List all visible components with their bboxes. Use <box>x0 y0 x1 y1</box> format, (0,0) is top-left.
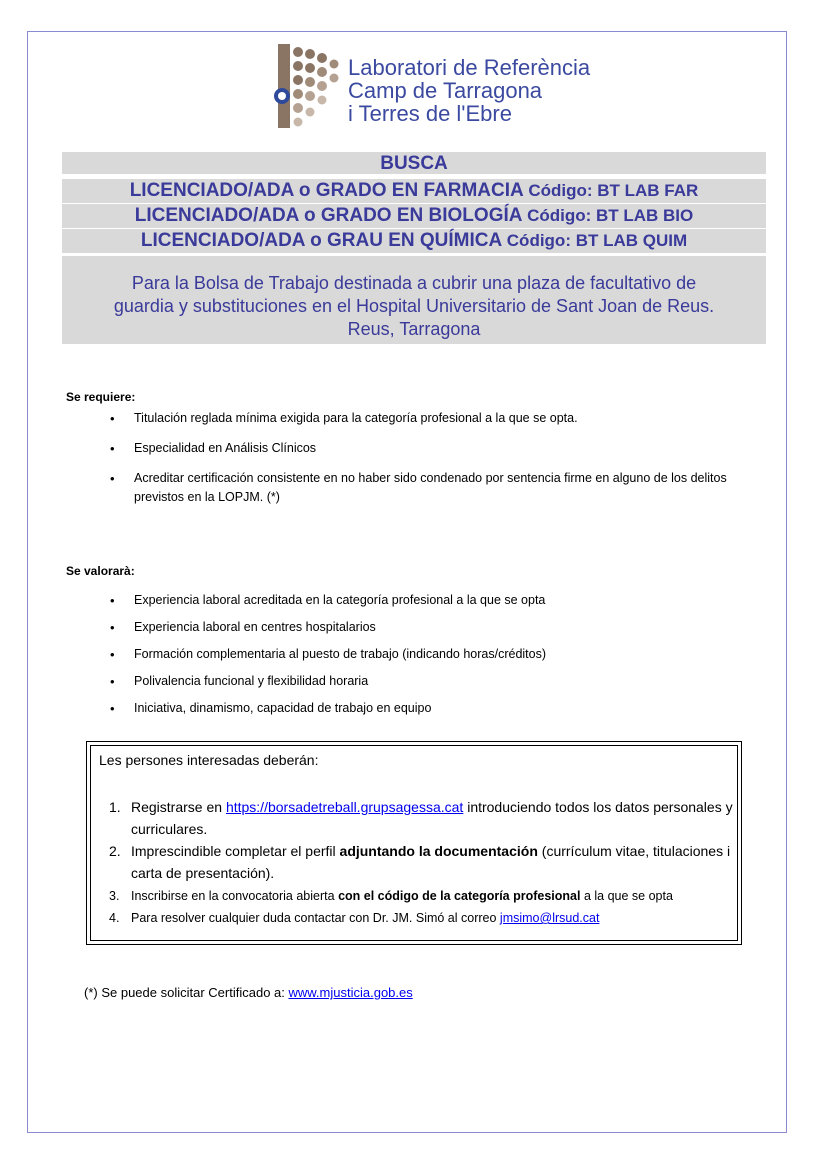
step-complete-profile: 2. Imprescindible completar el perfil adjuntando la documentación (currículum vitae, titulaciones i carta de presentación). <box>103 840 733 884</box>
instructions-box <box>86 741 742 945</box>
list-item: • Experiencia laboral acreditada en la categoría profesional a la que se opta <box>110 591 750 610</box>
position-biologia <box>62 204 766 228</box>
position-title: LICENCIADO/ADA o GRADO EN BIOLOGÍA <box>134 205 522 226</box>
position-quimica <box>62 229 766 253</box>
requirements-list <box>110 409 760 518</box>
list-item: • Experiencia laboral en centres hospitalarios <box>110 618 750 637</box>
position-code: Código: BT LAB QUIM <box>506 231 688 250</box>
position-code: Código: BT LAB FAR <box>528 181 699 200</box>
mjusticia-link[interactable]: www.mjusticia.gob.es <box>288 985 413 1000</box>
description-line-2: guardia y substituciones en el Hospital Universitario de Sant Joan de Reus. <box>113 296 715 316</box>
step-subscribe: 3. Inscribirse en la convocatoria abierta con el código de la categoría profesional a la que se opta <box>103 886 733 906</box>
requirements-label: Se requiere: <box>66 390 136 404</box>
list-item: • Formación complementaria al puesto de trabajo (indicando horas/créditos) <box>110 645 750 664</box>
position-code: Código: BT LAB BIO <box>527 206 694 225</box>
list-item: • Especialidad en Análisis Clínicos <box>110 439 760 458</box>
footnote: (*) Se puede solicitar Certificado a: www.mjusticia.gob.es <box>84 985 413 1000</box>
step-number: 1. <box>109 799 121 815</box>
position-title: LICENCIADO/ADA o GRADO EN FARMACIA <box>129 180 524 201</box>
position-farmacia <box>62 179 766 203</box>
step-number: 4. <box>109 911 120 925</box>
valued-label: Se valorarà: <box>66 564 135 578</box>
list-item: • Acreditar certificación consistente en no haber sido condenado por sentencia firme en alguno de los delitos previstos en la LOPJM. (*) <box>110 469 760 507</box>
borsa-treball-link[interactable]: https://borsadetreball.grupsagessa.cat <box>225 799 464 815</box>
contact-email-link[interactable]: jmsimo@lrsud.cat <box>499 911 600 925</box>
step-number: 2. <box>109 843 121 859</box>
lab-logo <box>268 42 658 130</box>
list-item: • Titulación reglada mínima exigida para la categoría profesional a la que se opta. <box>110 409 760 428</box>
list-item: • Iniciativa, dinamismo, capacidad de trabajo en equipo <box>110 699 750 718</box>
description-line-3: Reus, Tarragona <box>347 319 481 339</box>
step-number: 3. <box>109 889 120 903</box>
description-line-1: Para la Bolsa de Trabajo destinada a cubrir una plaza de facultativo de <box>131 273 697 293</box>
instructions-intro: Les persones interesadas deberán: <box>99 752 319 768</box>
valued-list <box>110 591 750 726</box>
logo-text <box>348 56 590 125</box>
logo-mark-icon <box>268 42 348 130</box>
logo-line-2: Camp de Tarragona <box>348 78 543 103</box>
list-item: • Polivalencia funcional y flexibilidad horaria <box>110 672 750 691</box>
step-contact: 4. Para resolver cualquier duda contactar con Dr. JM. Simó al correo jmsimo@lrsud.cat <box>103 908 733 928</box>
instructions-steps <box>103 796 733 928</box>
header-description <box>62 256 766 344</box>
step-register: 1. Registrarse en https://borsadetreball.grupsagessa.cat introduciendo todos los datos personales y curriculares. <box>103 796 733 840</box>
logo-line-3: i Terres de l'Ebre <box>348 101 512 126</box>
logo-line-1: Laboratori de Referència <box>348 55 591 80</box>
header-title: BUSCA <box>62 152 766 174</box>
position-title: LICENCIADO/ADA o GRAU EN QUÍMICA <box>140 230 502 251</box>
